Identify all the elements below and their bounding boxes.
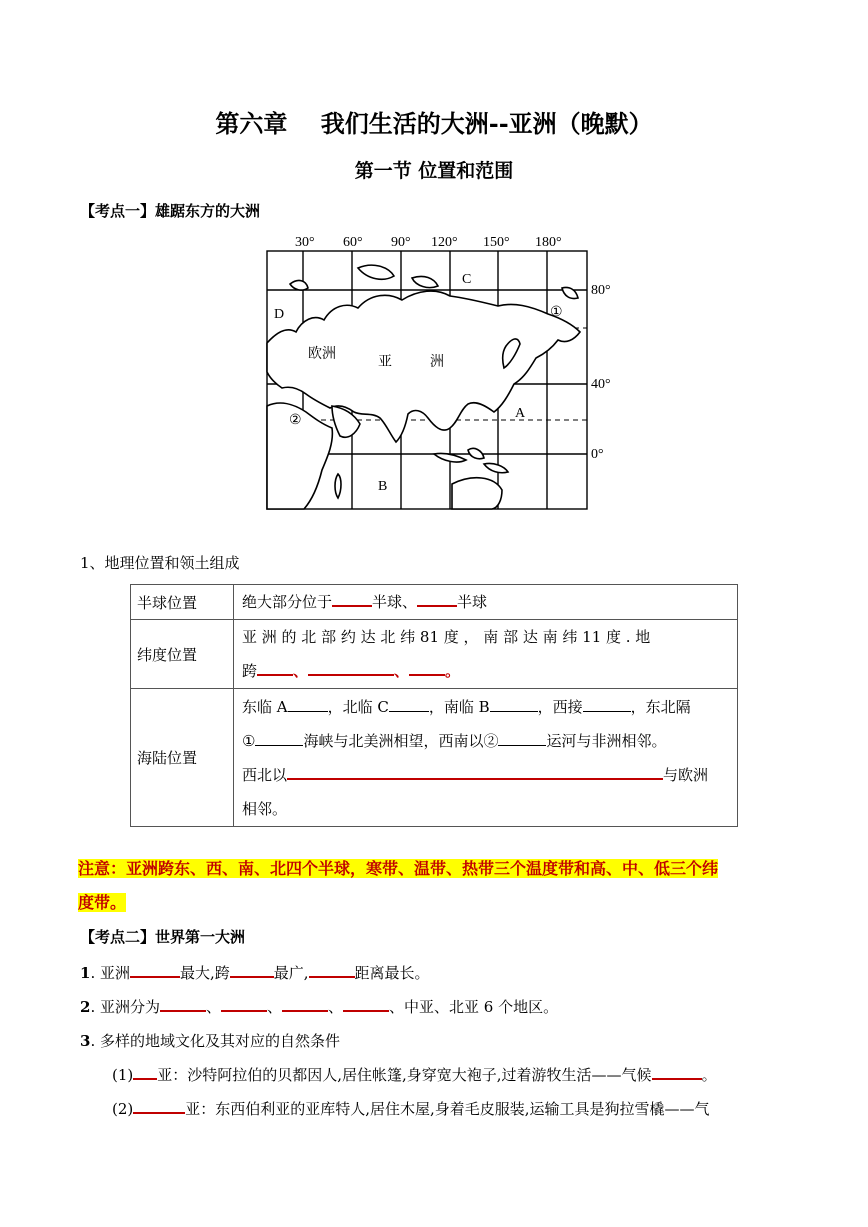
note-box — [78, 852, 792, 920]
region-europe: 欧洲 — [308, 347, 336, 362]
row-content-latitude: 亚 洲 的 北 部 约 达 北 纬 81 度 ， 南 部 达 南 纬 11 度 . 地 跨 、 、 。 — [234, 620, 738, 689]
answer-blank[interactable] — [309, 962, 355, 978]
answer-blank[interactable] — [417, 591, 457, 607]
table-row — [131, 585, 738, 620]
item-3-sub-1: (1) 亚：沙特阿拉伯的贝都因人,居住帐篷,身穿宽大袍子,过着游牧生活——气候 。 — [112, 1066, 717, 1084]
lon-label-30: 30° — [295, 235, 315, 250]
note-line-1: 注意：亚洲跨东、西、南、北四个半球，寒带、温带、热带三个温度带和高、中、低三个纬 — [78, 859, 719, 878]
indonesia-islands — [434, 453, 466, 462]
answer-blank[interactable] — [221, 996, 267, 1012]
lon-label-120: 120° — [431, 235, 458, 250]
madagascar — [335, 474, 341, 498]
answer-blank[interactable] — [308, 660, 394, 676]
answer-blank[interactable] — [255, 731, 303, 746]
lat-label-0: 0° — [591, 447, 604, 462]
answer-blank[interactable] — [409, 660, 445, 676]
lon-label-60: 60° — [343, 235, 363, 250]
table-row — [131, 689, 738, 827]
marker-1: ① — [550, 305, 563, 320]
item-2: 2. 亚洲分为 、 、 、 、中亚、北亚 6 个地区。 — [80, 998, 559, 1016]
map-letter-d: D — [274, 307, 285, 322]
page-title: 第六章 我们生活的大洲--亚洲（晚默） — [215, 109, 653, 138]
map-letter-c: C — [462, 272, 472, 287]
region-asia-2: 洲 — [430, 355, 444, 370]
map-letter-b: B — [378, 479, 388, 494]
answer-blank[interactable] — [130, 962, 180, 978]
row-label-sea-land: 海陆位置 — [131, 689, 234, 827]
row-label-hemisphere: 半球位置 — [131, 585, 234, 620]
asia-map — [262, 228, 622, 518]
answer-blank[interactable] — [652, 1064, 702, 1080]
lat-label-40: 40° — [591, 377, 611, 392]
answer-blank[interactable] — [257, 660, 293, 676]
answer-blank[interactable] — [583, 697, 631, 712]
table-row — [131, 620, 738, 689]
answer-blank[interactable] — [498, 731, 546, 746]
row-content-hemisphere: 绝大部分位于 半球、 半球 — [234, 585, 738, 620]
answer-blank[interactable] — [343, 996, 389, 1012]
map-letter-a: A — [515, 406, 526, 421]
answer-blank[interactable] — [332, 591, 372, 607]
answer-blank[interactable] — [287, 764, 663, 780]
lon-label-150: 150° — [483, 235, 510, 250]
answer-blank[interactable] — [230, 962, 274, 978]
answer-blank[interactable] — [389, 697, 429, 712]
note-line-2: 度带。 — [78, 893, 127, 912]
lon-label-180: 180° — [535, 235, 562, 250]
lon-label-90: 90° — [391, 235, 411, 250]
answer-blank[interactable] — [160, 996, 206, 1012]
answer-blank[interactable] — [288, 697, 328, 712]
lat-label-80: 80° — [591, 283, 611, 298]
arctic-islands — [358, 265, 394, 279]
region-asia-1: 亚 — [378, 355, 392, 370]
answer-blank[interactable] — [133, 1064, 157, 1080]
answer-blank[interactable] — [133, 1098, 185, 1114]
section-title: 第一节 位置和范围 — [354, 160, 514, 182]
row-content-sea-land: 东临 A ，北临 C ，南临 B ，西接 ，东北隔 ① 海峡与北美洲相望，西南以② 运河与非洲相邻。 西北以 与欧洲 相邻。 — [234, 689, 738, 827]
answer-blank[interactable] — [282, 996, 328, 1012]
kaodian-1-heading: 【考点一】雄踞东方的大洲 — [80, 202, 261, 220]
australia-landmass — [452, 478, 502, 509]
row-label-latitude: 纬度位置 — [131, 620, 234, 689]
kaodian-2-heading: 【考点二】世界第一大洲 — [80, 928, 246, 946]
item-1: 1. 亚洲 最大,跨 最广, 距离最长。 — [80, 964, 430, 982]
item-3-sub-2: (2) 亚：东西伯利亚的亚库特人,居住木屋,身着毛皮服装,运输工具是狗拉雪橇——气 — [112, 1100, 710, 1118]
geo-table — [130, 584, 738, 827]
section-1-heading: 1、地理位置和领土组成 — [80, 554, 240, 572]
answer-blank[interactable] — [490, 697, 538, 712]
marker-2: ② — [289, 413, 302, 428]
item-3: 3. 多样的地域文化及其对应的自然条件 — [80, 1032, 340, 1050]
